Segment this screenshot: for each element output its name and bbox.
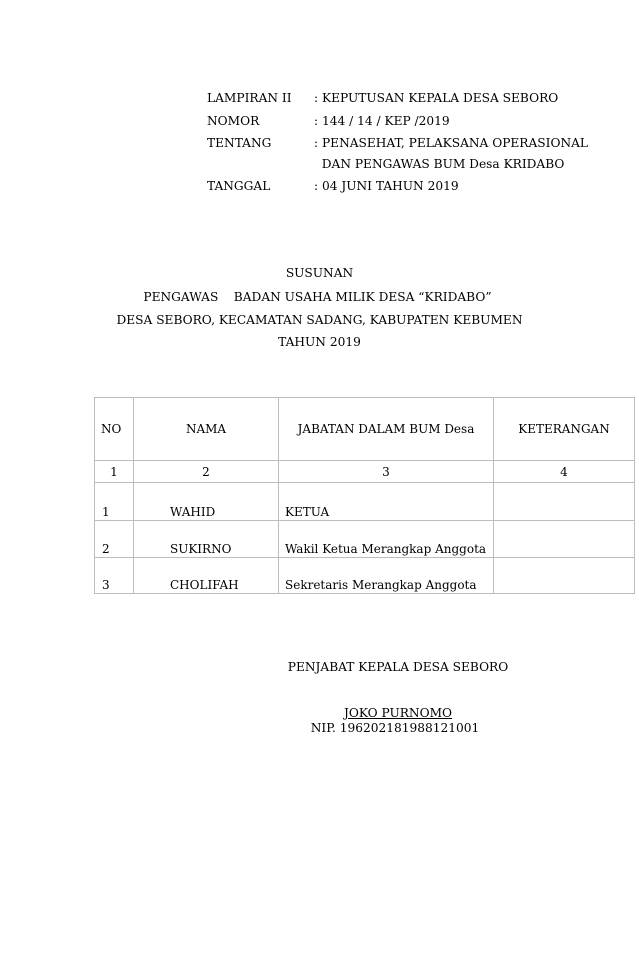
signature-nip: NIP. 196202181988121001 <box>310 721 480 735</box>
cell-jabatan: Wakil Ketua Merangkap Anggota <box>279 521 494 558</box>
cell-no: 3 <box>95 558 134 594</box>
cell-keterangan <box>494 521 635 558</box>
table-index-row <box>95 461 635 483</box>
cell-no: 2 <box>95 521 134 558</box>
column-header: NAMA <box>134 398 279 461</box>
header-value: DAN PENGAWAS BUM Desa KRIDABO <box>314 157 565 171</box>
header-value: : 04 JUNI TAHUN 2019 <box>314 179 459 193</box>
signature-name <box>253 706 543 720</box>
cell-jabatan: Sekretaris Merangkap Anggota <box>279 558 494 594</box>
table-header-row <box>95 398 635 461</box>
column-index: 1 <box>95 461 134 483</box>
header-key: NOMOR <box>207 114 260 128</box>
column-index: 2 <box>134 461 279 483</box>
column-header: JABATAN DALAM BUM Desa <box>279 398 494 461</box>
signatory-name: JOKO PURNOMO <box>343 706 453 720</box>
header-key: LAMPIRAN II <box>207 91 292 105</box>
table-row <box>95 558 635 594</box>
column-index: 4 <box>494 461 635 483</box>
signature-office: PENJABAT KEPALA DESA SEBORO <box>287 660 509 674</box>
header-value: : 144 / 14 / KEP /2019 <box>314 114 450 128</box>
members-table <box>94 397 635 594</box>
title-line-3: DESA SEBORO, KECAMATAN SADANG, KABUPATEN KEBUMEN <box>116 313 523 327</box>
table-row <box>95 521 635 558</box>
header-key: TENTANG <box>207 136 272 150</box>
title-line-1: SUSUNAN <box>285 266 354 280</box>
cell-jabatan: KETUA <box>279 483 494 521</box>
column-header: KETERANGAN <box>494 398 635 461</box>
cell-nama: WAHID <box>134 483 279 521</box>
column-header: NO <box>95 398 134 461</box>
cell-no: 1 <box>95 483 134 521</box>
header-value: : PENASEHAT, PELAKSANA OPERASIONAL <box>314 136 589 150</box>
title-line-2: PENGAWAS BADAN USAHA MILIK DESA “KRIDABO” <box>143 290 492 304</box>
header-key: TANGGAL <box>207 179 271 193</box>
column-index: 3 <box>279 461 494 483</box>
cell-nama: CHOLIFAH <box>134 558 279 594</box>
header-value: : KEPUTUSAN KEPALA DESA SEBORO <box>314 91 559 105</box>
cell-keterangan <box>494 558 635 594</box>
cell-nama: SUKIRNO <box>134 521 279 558</box>
title-line-4: TAHUN 2019 <box>278 335 361 349</box>
cell-keterangan <box>494 483 635 521</box>
table-row <box>95 483 635 521</box>
